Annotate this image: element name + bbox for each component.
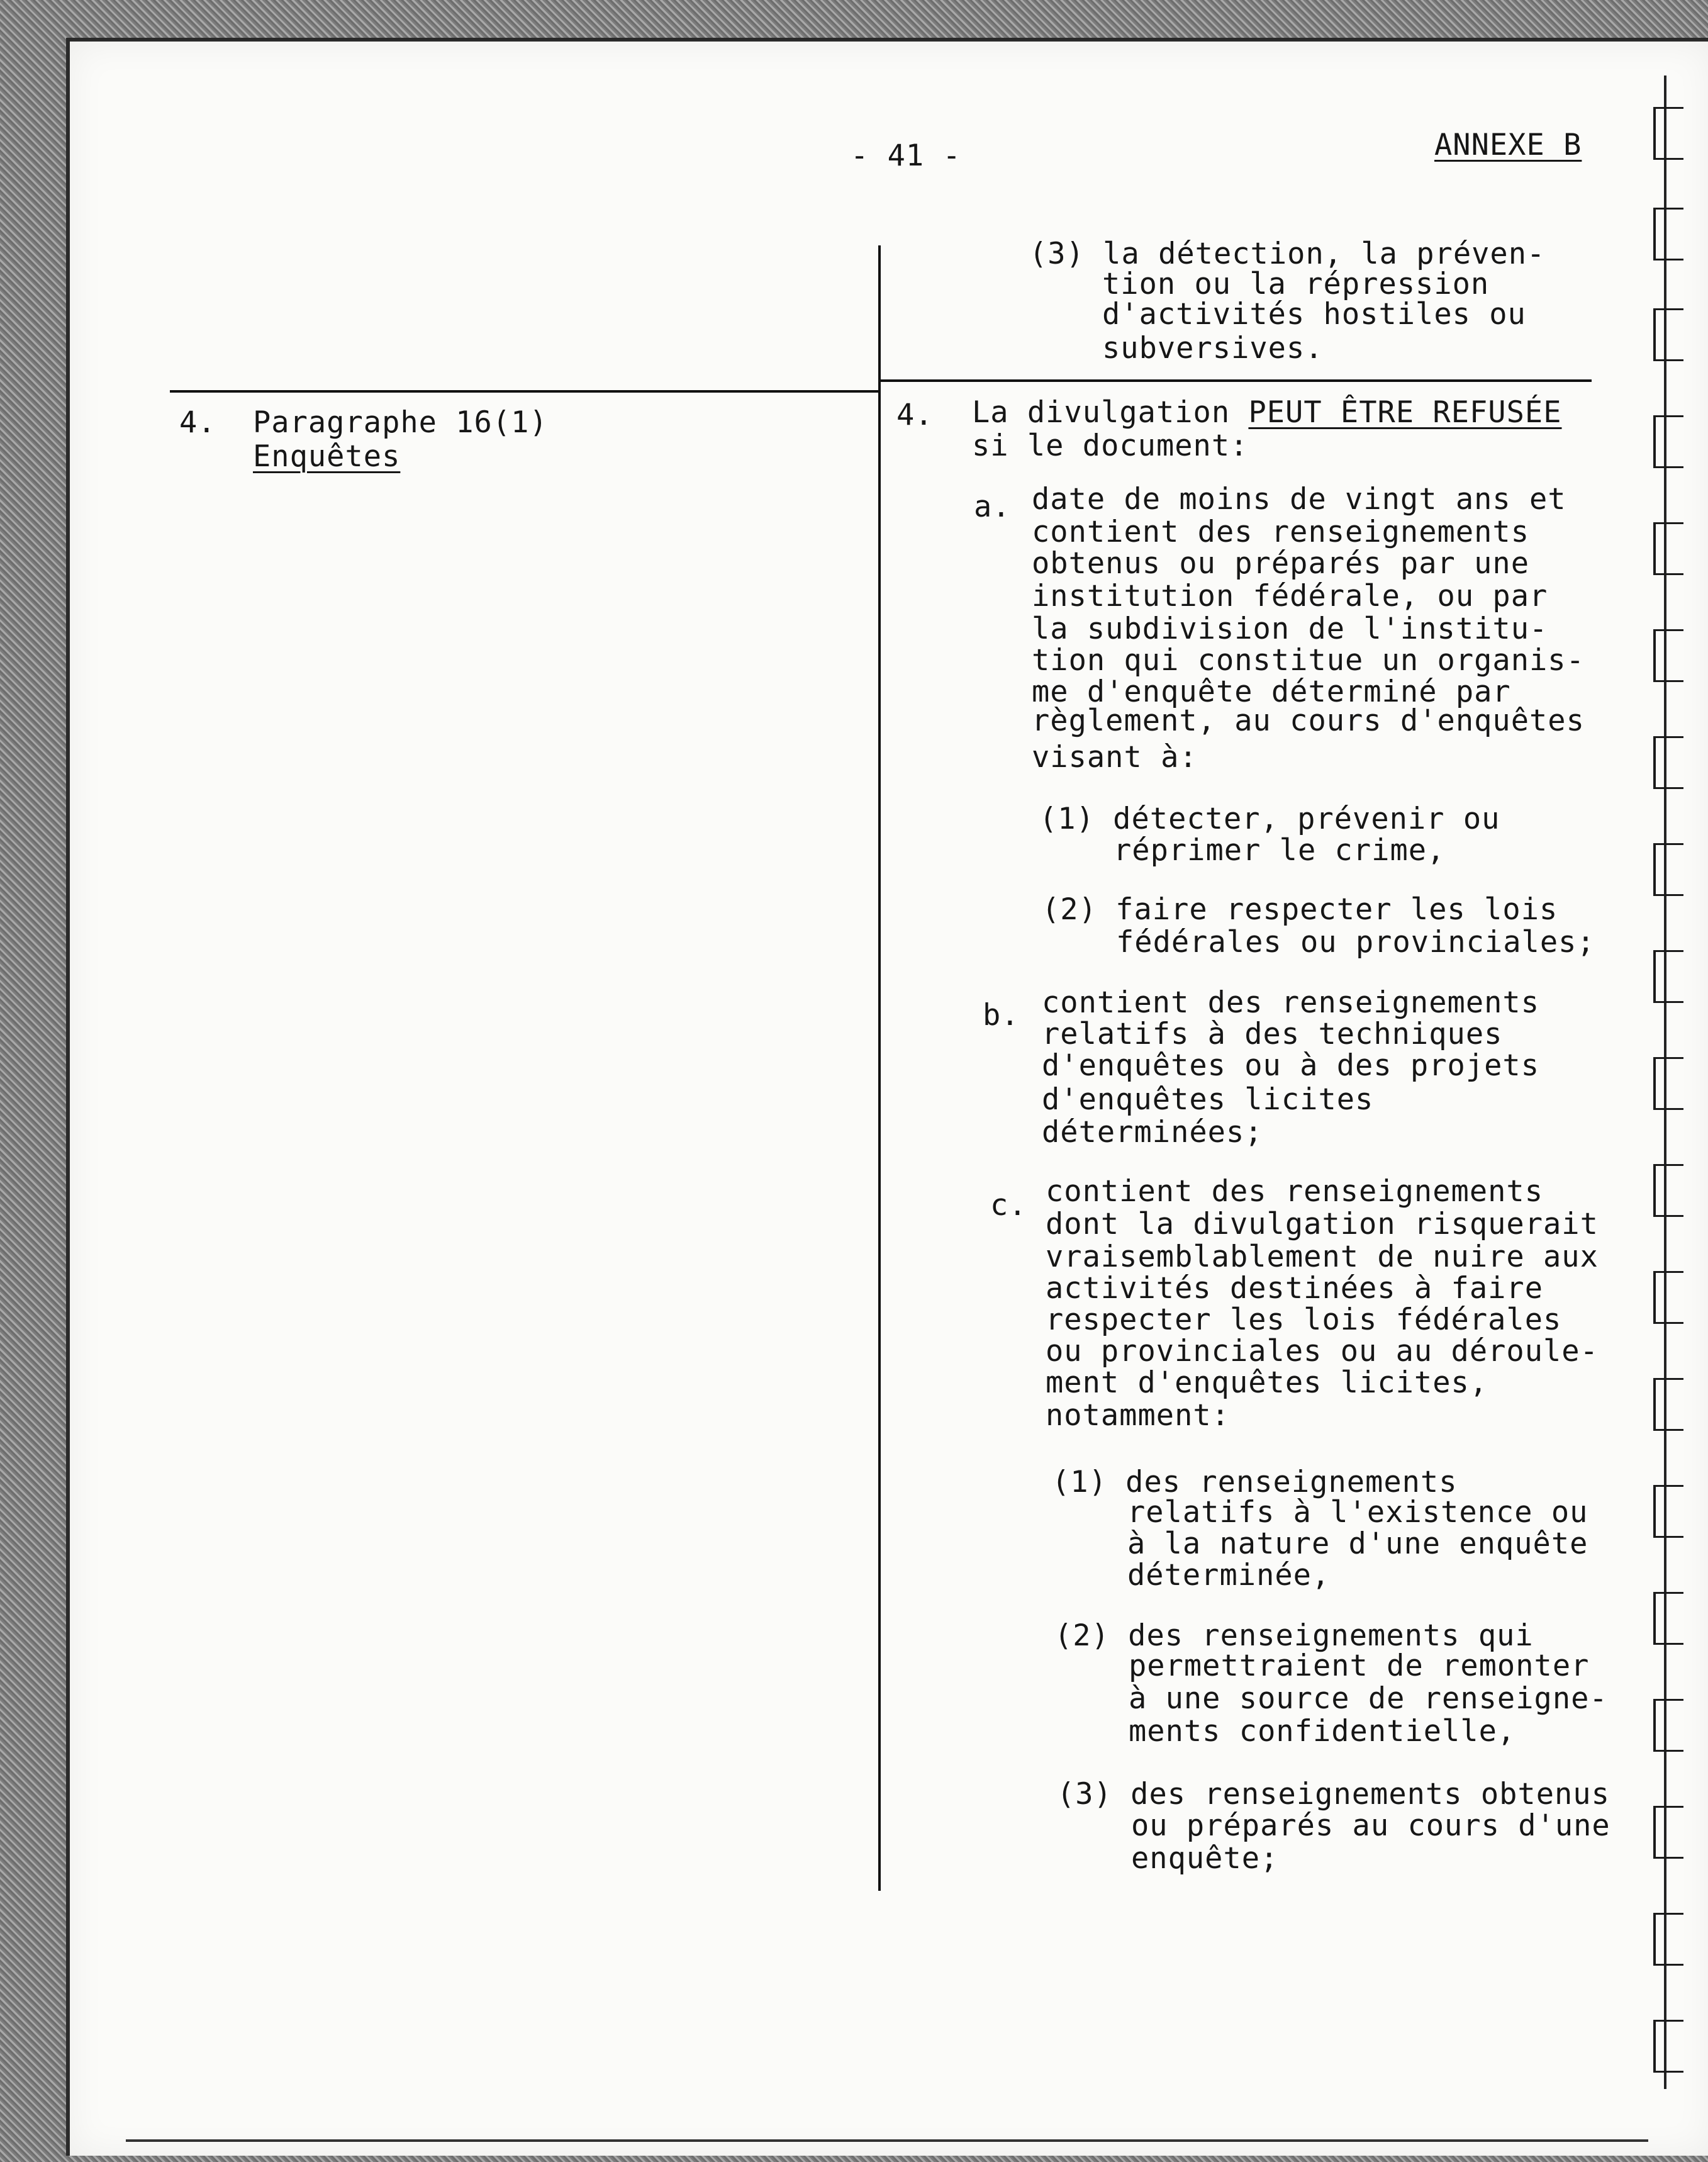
text-line: ment d'enquêtes licites,: [1046, 1365, 1488, 1400]
page-bottom-edge: [126, 2139, 1648, 2142]
item-marker: b.: [983, 998, 1020, 1033]
text-line: contient des renseignements: [1046, 1174, 1544, 1209]
text-line: règlement, au cours d'enquêtes: [1032, 703, 1585, 738]
column-divider: [878, 245, 881, 1891]
section-number-right: 4.: [896, 398, 934, 432]
subitem-c2-line: permettraient de remonter: [1129, 1649, 1590, 1683]
binder-mark: [1653, 208, 1683, 260]
text-line: ou provinciales ou au déroule-: [1046, 1334, 1599, 1369]
subitem-c1-line: à la nature d'une enquête: [1127, 1526, 1588, 1561]
binder-mark: [1653, 950, 1683, 1003]
text-line: la subdivision de l'institu-: [1032, 612, 1548, 646]
subitem-c2-line: ments confidentielle,: [1129, 1714, 1516, 1749]
binder-mark: [1653, 415, 1683, 468]
binder-mark: [1653, 1057, 1683, 1110]
text-line: vraisemblablement de nuire aux: [1046, 1240, 1599, 1274]
item-marker: c.: [990, 1188, 1027, 1223]
text-line: notamment:: [1046, 1398, 1230, 1433]
binder-mark: [1653, 1699, 1683, 1752]
binder-mark: [1653, 308, 1683, 361]
subitem-c1-line: (1) des renseignements: [1052, 1465, 1458, 1499]
text-line: contient des renseignements: [1032, 515, 1530, 549]
text-line: contient des renseignements: [1042, 985, 1540, 1020]
binder-mark: [1653, 1485, 1683, 1538]
binder-mark: [1653, 1806, 1683, 1859]
binder-mark: [1653, 629, 1683, 682]
binder-mark: [1653, 1164, 1683, 1217]
text-line: subversives.: [1102, 331, 1324, 366]
section-number-left: 4.: [179, 405, 216, 440]
subitem-c3-line: enquête;: [1131, 1841, 1279, 1876]
binder-mark: [1653, 522, 1683, 575]
binder-mark: [1653, 1592, 1683, 1645]
text-line: déterminées;: [1042, 1115, 1263, 1150]
subitem-a1-line: réprimer le crime,: [1114, 833, 1446, 868]
subitem-c2-line: (2) des renseignements qui: [1054, 1618, 1534, 1653]
section-subheading: Enquêtes: [253, 439, 401, 474]
subitem-c2-line: à une source de renseigne-: [1129, 1681, 1608, 1716]
text-line: obtenus ou préparés par une: [1032, 546, 1530, 581]
intro-text: La divulgation: [972, 395, 1249, 430]
subitem-c3-line: ou préparés au cours d'une: [1131, 1808, 1610, 1843]
text-line: activités destinées à faire: [1046, 1271, 1544, 1306]
intro-emphasis: PEUT ÊTRE REFUSÉE: [1248, 395, 1562, 430]
text-line: (3) la détection, la préven-: [1029, 237, 1546, 271]
section-heading: Paragraphe 16(1): [253, 405, 548, 440]
subitem-c1-line: déterminée,: [1127, 1558, 1331, 1593]
text-line: respecter les lois fédérales: [1046, 1302, 1562, 1337]
text-line: d'activités hostiles ou: [1102, 297, 1526, 332]
intro-line-2: si le document:: [972, 428, 1249, 463]
text-line: relatifs à des techniques: [1042, 1017, 1503, 1051]
text-line: date de moins de vingt ans et: [1032, 482, 1566, 517]
subitem-c1-line: relatifs à l'existence ou: [1127, 1495, 1588, 1530]
text-line: tion qui constitue un organis-: [1032, 643, 1585, 678]
binder-mark: [1653, 736, 1683, 789]
text-line: dont la divulgation risquerait: [1046, 1207, 1599, 1241]
row-divider-left: [170, 390, 879, 393]
subitem-a2-line: (2) faire respecter les lois: [1042, 892, 1558, 927]
binder-mark: [1653, 1913, 1683, 1966]
subitem-a1-line: (1) détecter, prévenir ou: [1039, 802, 1500, 836]
text-line: tion ou la répression: [1102, 267, 1490, 301]
binder-mark: [1653, 107, 1683, 160]
item-marker: a.: [974, 490, 1011, 524]
text-line: d'enquêtes ou à des projets: [1042, 1048, 1540, 1083]
binder-mark: [1653, 2020, 1683, 2073]
page-number: - 41 -: [851, 138, 961, 173]
binder-mark: [1653, 1378, 1683, 1431]
text-line: d'enquêtes licites: [1042, 1082, 1374, 1117]
text-line: institution fédérale, ou par: [1032, 579, 1548, 613]
intro-line: [972, 396, 1562, 428]
annex-label: ANNEXE B: [1434, 128, 1582, 162]
text-line: me d'enquête déterminé par: [1032, 675, 1511, 709]
text-line: visant à:: [1032, 740, 1198, 775]
subitem-c3-line: (3) des renseignements obtenus: [1057, 1777, 1610, 1812]
subitem-a2-line: fédérales ou provinciales;: [1116, 925, 1595, 960]
binder-mark: [1653, 843, 1683, 896]
binder-mark: [1653, 1271, 1683, 1324]
row-divider-right: [881, 379, 1592, 382]
